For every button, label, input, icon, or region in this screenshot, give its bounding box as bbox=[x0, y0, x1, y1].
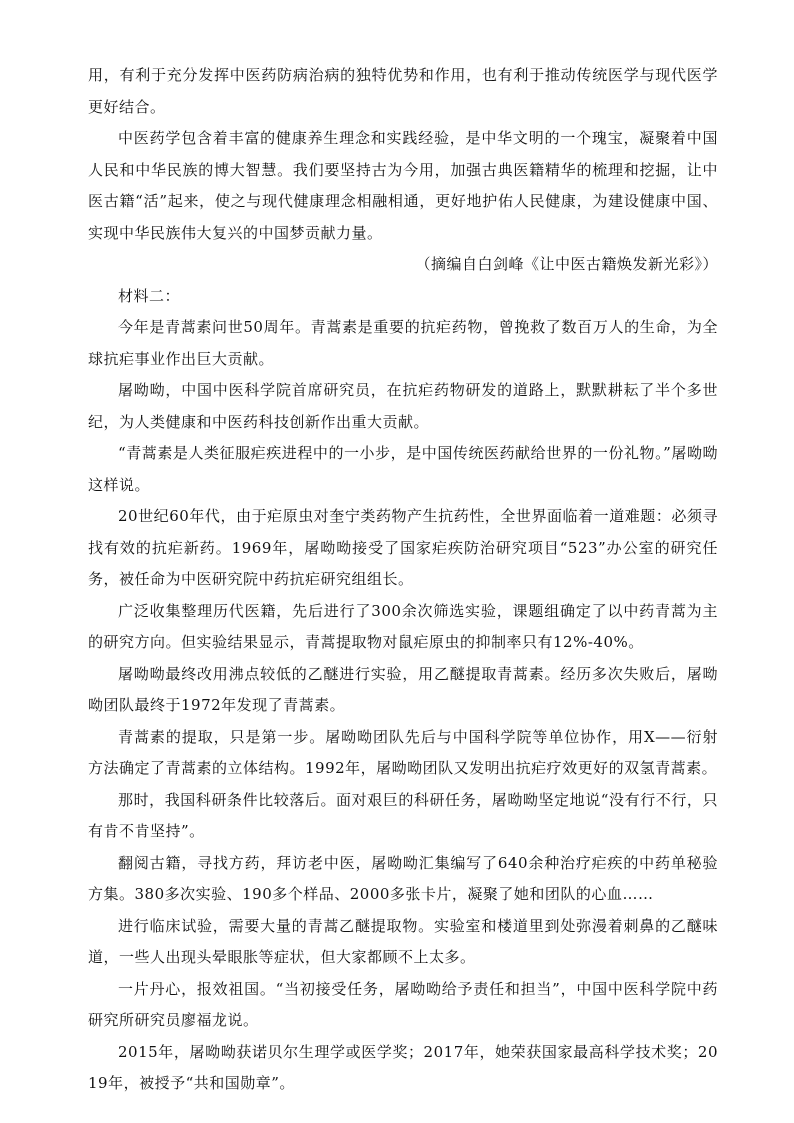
paragraph-artemisinin-anniversary: 今年是青蒿素问世50周年。青蒿素是重要的抗疟药物，曾挽救了数百万人的生命，为全球抗疟事业作出巨大贡献。 bbox=[88, 318, 718, 368]
paragraph-ancient-texts: 翻阅古籍，寻找方药，拜访老中医，屠呦呦汇集编写了640余种治疗疟疾的中药单秘验方集。380多次实验、190多个样品、2000多张卡片，凝聚了她和团队的心血…… bbox=[88, 853, 718, 903]
paragraph-tcm-wisdom: 中医药学包含着丰富的健康养生理念和实践经验，是中华文明的一个瑰宝，凝聚着中国人民和中华民族的博大智慧。我们要坚持古为今用，加强古典医籍精华的梳理和挖掘，让中医古籍“活”起来，使之与现代健康理念相融相通，更好地护佑人民健康，为建设健康中国、实现中华民族伟大复兴的中国梦贡献力量。 bbox=[88, 129, 718, 242]
material-two-label: 材料二： bbox=[118, 286, 181, 305]
paragraph-devotion: 一片丹心，报效祖国。“当初接受任务，屠呦呦给予责任和担当”，中国中医科学院中药研究所研究员廖福龙说。 bbox=[88, 979, 718, 1029]
paragraph-ether-extraction: 屠呦呦最终改用沸点较低的乙醚进行实验，用乙醚提取青蒿素。经历多次失败后，屠呦呦团队最终于1972年发现了青蒿素。 bbox=[88, 664, 718, 714]
paragraph-1960s-challenge: 20世纪60年代，由于疟原虫对奎宁类药物产生抗药性，全世界面临着一道难题：必须寻找有效的抗疟新药。1969年，屠呦呦接受了国家疟疾防治研究项目“523”办公室的研究任务，被任命为中医研究院中药抗疟研究组组长。 bbox=[88, 507, 718, 588]
paragraph-continuation: 用，有利于充分发挥中医药防病治病的独特优势和作用，也有利于推动传统医学与现代医学更好结合。 bbox=[88, 66, 718, 116]
paragraph-screening-experiments: 广泛收集整理历代医籍，先后进行了300余次筛选实验，课题组确定了以中药青蒿为主的研究方向。但实验结果显示，青蒿提取物对鼠疟原虫的抑制率只有12%-40%。 bbox=[88, 601, 718, 651]
source-citation: （摘编自白剑峰《让中医古籍焕发新光彩》） bbox=[415, 255, 718, 273]
paragraph-awards: 2015年，屠呦呦获诺贝尔生理学或医学奖；2017年，她荣获国家最高科学技术奖；2019年，被授予“共和国勋章”。 bbox=[88, 1042, 718, 1092]
paragraph-quote-gift: “青蒿素是人类征服疟疾进程中的一小步，是中国传统医药献给世界的一份礼物。”屠呦呦这样说。 bbox=[88, 444, 718, 494]
paragraph-clinical-trials: 进行临床试验，需要大量的青蒿乙醚提取物。实验室和楼道里到处弥漫着刺鼻的乙醚味道，一些人出现头晕眼胀等症状，但大家都顾不上太多。 bbox=[88, 916, 718, 966]
paragraph-tu-youyou-intro: 屠呦呦，中国中医科学院首席研究员，在抗疟药物研发的道路上，默默耕耘了半个多世纪，为人类健康和中医药科技创新作出重大贡献。 bbox=[88, 381, 718, 431]
paragraph-research-conditions: 那时，我国科研条件比较落后。面对艰巨的科研任务，屠呦呦坚定地说“没有行不行，只有肯不肯坚持”。 bbox=[88, 790, 718, 840]
paragraph-structure-determination: 青蒿素的提取，只是第一步。屠呦呦团队先后与中国科学院等单位协作，用X——衍射方法确定了青蒿素的立体结构。1992年，屠呦呦团队又发明出抗疟疗效更好的双氢青蒿素。 bbox=[88, 727, 718, 777]
document-body bbox=[88, 60, 718, 1100]
